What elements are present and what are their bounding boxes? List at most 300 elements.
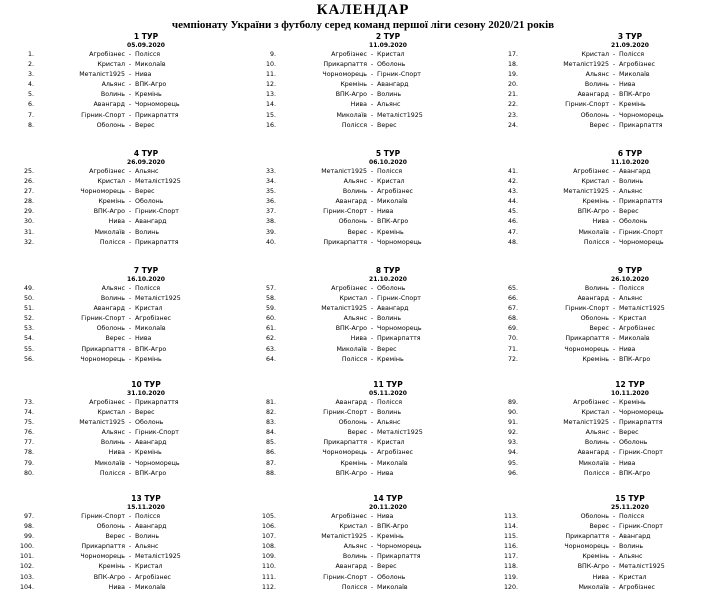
home-team: Полісся	[99, 469, 125, 477]
match-number: 70.	[507, 335, 518, 343]
match-row	[484, 50, 726, 60]
match-separator: -	[128, 111, 132, 119]
away-team: Металіст1925	[377, 429, 423, 437]
home-team: Миколаїв	[94, 228, 125, 236]
away-team: Волинь	[619, 543, 644, 551]
match-number: 39.	[265, 228, 276, 236]
home-team: Оболонь	[96, 121, 125, 129]
match-separator: -	[128, 345, 132, 353]
match-number: 105.	[261, 513, 276, 520]
away-team: Прикарпаття	[135, 111, 179, 119]
match-separator: -	[128, 563, 132, 571]
match-row	[484, 438, 726, 448]
home-team: Волинь	[584, 439, 609, 447]
home-team: Авангард	[335, 198, 367, 206]
away-team: Чорноморець	[377, 238, 422, 246]
tour-block	[242, 494, 484, 593]
match-row	[0, 197, 242, 207]
tour-block	[0, 266, 242, 365]
away-team: Гірник-Спорт	[135, 208, 179, 216]
match-row	[484, 111, 726, 121]
match-separator: -	[612, 533, 616, 541]
home-team: Верес	[105, 335, 125, 343]
match-separator: -	[612, 419, 616, 427]
away-team: Альянс	[619, 295, 643, 303]
match-separator: -	[370, 178, 374, 186]
match-separator: -	[370, 168, 374, 175]
match-row	[0, 167, 242, 177]
home-team: Кристал	[97, 178, 125, 186]
match-number: 107.	[261, 533, 276, 541]
match-row	[484, 238, 726, 248]
match-row	[484, 448, 726, 458]
home-team: Верес	[347, 228, 367, 236]
match-row	[242, 70, 484, 80]
away-team: Верес	[377, 121, 397, 129]
match-number: 41.	[507, 168, 518, 175]
home-team: Металіст1925	[563, 419, 609, 427]
match-number: 35.	[265, 188, 276, 196]
match-row	[484, 197, 726, 207]
match-separator: -	[612, 121, 616, 129]
match-separator: -	[370, 285, 374, 292]
match-row	[0, 187, 242, 197]
match-number: 25.	[23, 168, 34, 175]
match-row	[0, 355, 242, 365]
home-team: Нива	[350, 335, 367, 343]
home-team: Кремінь	[340, 459, 367, 467]
away-team: Металіст1925	[619, 563, 665, 571]
match-separator: -	[612, 583, 616, 591]
match-separator: -	[128, 91, 132, 99]
match-number: 82.	[265, 409, 276, 417]
match-number: 3.	[27, 71, 34, 79]
match-row	[242, 187, 484, 197]
home-team: Агробізнес	[89, 399, 125, 406]
match-separator: -	[370, 533, 374, 541]
match-row	[242, 177, 484, 187]
away-team: Оболонь	[377, 61, 406, 69]
match-number: 98.	[23, 523, 34, 531]
match-separator: -	[128, 208, 132, 216]
home-team: Полісся	[583, 469, 609, 477]
home-team: Миколаїв	[336, 111, 367, 119]
match-number: 56.	[23, 355, 34, 363]
home-team: ВПК-Агро	[93, 573, 125, 581]
match-row	[242, 532, 484, 542]
away-team: Металіст1925	[135, 295, 181, 303]
match-separator: -	[128, 459, 132, 467]
away-team: Полісся	[619, 51, 645, 58]
away-team: Верес	[135, 409, 155, 417]
match-number: 116.	[503, 543, 518, 551]
away-team: Верес	[135, 188, 155, 196]
match-separator: -	[612, 81, 616, 89]
tour-name: 5 ТУР	[375, 149, 401, 158]
home-team: Нива	[108, 583, 125, 591]
match-separator: -	[370, 121, 374, 129]
match-number: 12.	[265, 81, 276, 89]
match-number: 23.	[507, 111, 518, 119]
tour-date: 21.09.2020	[611, 42, 649, 49]
match-separator: -	[612, 228, 616, 236]
home-team: Кристал	[339, 295, 367, 303]
match-separator: -	[370, 111, 374, 119]
match-separator: -	[370, 325, 374, 333]
home-team: Миколаїв	[336, 345, 367, 353]
match-number: 34.	[265, 178, 276, 186]
match-separator: -	[128, 101, 132, 109]
match-row	[0, 438, 242, 448]
match-row	[242, 345, 484, 355]
tour-name: 1 ТУР	[133, 32, 159, 41]
match-separator: -	[370, 315, 374, 323]
home-team: Нива	[592, 573, 609, 581]
away-team: Чорноморець	[377, 543, 422, 551]
home-team: Верес	[105, 533, 125, 541]
match-row	[242, 583, 484, 593]
match-row	[484, 334, 726, 344]
away-team: Альянс	[377, 419, 401, 427]
match-row	[484, 562, 726, 572]
home-team: Агробізнес	[89, 168, 125, 175]
away-team: ВПК-Агро	[619, 469, 651, 477]
home-team: Агробізнес	[331, 513, 367, 520]
match-separator: -	[612, 238, 616, 246]
match-row	[0, 284, 242, 294]
home-team: Чорноморець	[80, 355, 125, 363]
match-row	[0, 121, 242, 131]
match-number: 83.	[265, 419, 276, 427]
match-number: 49.	[23, 285, 34, 292]
home-team: Прикарпаття	[565, 335, 609, 343]
away-team: Верес	[377, 345, 397, 353]
away-team: Агробізнес	[377, 449, 413, 457]
home-team: Гірник-Спорт	[323, 208, 367, 216]
tour-name: 13 ТУР	[131, 494, 161, 503]
match-separator: -	[370, 71, 374, 79]
home-team: Кремінь	[582, 553, 609, 561]
match-row	[242, 111, 484, 121]
match-row	[242, 167, 484, 177]
away-team: Волинь	[377, 91, 402, 99]
match-row	[484, 583, 726, 593]
away-team: ВПК-Агро	[619, 91, 651, 99]
match-separator: -	[370, 419, 374, 427]
match-separator: -	[612, 399, 616, 406]
match-separator: -	[612, 208, 616, 216]
home-team: Агробізнес	[89, 51, 125, 58]
match-separator: -	[128, 121, 132, 129]
match-separator: -	[128, 523, 132, 531]
home-team: Прикарпаття	[323, 61, 367, 69]
home-team: Агробізнес	[573, 399, 609, 406]
match-row	[0, 60, 242, 70]
away-team: Чорноморець	[135, 101, 180, 109]
match-separator: -	[612, 345, 616, 353]
away-team: Альянс	[377, 101, 401, 109]
match-number: 101.	[19, 553, 34, 561]
away-team: Оболонь	[135, 198, 164, 206]
match-number: 14.	[265, 101, 276, 109]
match-separator: -	[612, 315, 616, 323]
match-row	[0, 177, 242, 187]
match-row	[0, 238, 242, 248]
match-number: 9.	[269, 51, 276, 58]
match-row	[242, 197, 484, 207]
tour-date: 26.09.2020	[127, 159, 165, 166]
match-number: 62.	[265, 335, 276, 343]
away-team: Прикарпаття	[377, 335, 421, 343]
away-team: Альянс	[135, 543, 159, 551]
match-separator: -	[128, 543, 132, 551]
away-team: Верес	[377, 563, 397, 571]
match-separator: -	[612, 51, 616, 58]
match-row	[484, 100, 726, 110]
match-number: 63.	[265, 345, 276, 353]
home-team: Прикарпаття	[565, 533, 609, 541]
match-separator: -	[370, 355, 374, 363]
home-team: Авангард	[577, 295, 609, 303]
away-team: Миколаїв	[377, 198, 408, 206]
match-number: 1.	[27, 51, 34, 58]
away-team: Чорноморець	[619, 111, 664, 119]
home-team: Чорноморець	[322, 449, 367, 457]
tour-name: 6 ТУР	[617, 149, 643, 158]
away-team: ВПК-Агро	[619, 355, 651, 363]
home-team: Авангард	[577, 449, 609, 457]
match-separator: -	[612, 101, 616, 109]
home-team: Нива	[350, 101, 367, 109]
match-number: 65.	[507, 285, 518, 292]
away-team: Кристал	[619, 315, 647, 323]
away-team: Чорноморець	[619, 409, 664, 417]
match-separator: -	[128, 419, 132, 427]
match-row	[0, 314, 242, 324]
match-separator: -	[370, 409, 374, 417]
away-team: ВПК-Агро	[377, 218, 409, 226]
match-number: 86.	[265, 449, 276, 457]
home-team: Оболонь	[96, 325, 125, 333]
match-number: 73.	[23, 399, 34, 406]
match-number: 13.	[265, 91, 276, 99]
match-number: 102.	[19, 563, 34, 571]
match-separator: -	[612, 188, 616, 196]
match-number: 106.	[261, 523, 276, 531]
match-row	[242, 284, 484, 294]
match-number: 44.	[507, 198, 518, 206]
match-number: 26.	[23, 178, 34, 186]
match-number: 38.	[265, 218, 276, 226]
away-team: Миколаїв	[619, 335, 650, 343]
home-team: Металіст1925	[563, 188, 609, 196]
home-team: Авангард	[335, 563, 367, 571]
match-row	[484, 522, 726, 532]
match-row	[484, 187, 726, 197]
away-team: Прикарпаття	[619, 121, 663, 129]
match-row	[484, 167, 726, 177]
tour-name: 15 ТУР	[615, 494, 645, 503]
match-row	[242, 448, 484, 458]
match-row	[0, 573, 242, 583]
away-team: Авангард	[135, 218, 167, 226]
match-number: 37.	[265, 208, 276, 216]
match-number: 16.	[265, 121, 276, 129]
match-separator: -	[370, 429, 374, 437]
away-team: Полісся	[135, 513, 161, 520]
away-team: Полісся	[377, 168, 403, 175]
match-row	[242, 552, 484, 562]
match-row	[0, 418, 242, 428]
tour-date: 05.09.2020	[127, 42, 165, 49]
tour-block	[242, 32, 484, 131]
home-team: Полісся	[99, 238, 125, 246]
match-number: 45.	[507, 208, 518, 216]
match-row	[484, 408, 726, 418]
home-team: Полісся	[583, 238, 609, 246]
tour-name: 14 ТУР	[373, 494, 403, 503]
match-separator: -	[612, 305, 616, 313]
match-row	[242, 573, 484, 583]
away-team: Миколаїв	[377, 583, 408, 591]
home-team: Гірник-Спорт	[81, 111, 125, 119]
away-team: Полісся	[619, 513, 645, 520]
match-number: 43.	[507, 188, 518, 196]
match-row	[484, 355, 726, 365]
away-team: Агробізнес	[135, 315, 171, 323]
match-row	[242, 512, 484, 522]
match-number: 109.	[261, 553, 276, 561]
match-separator: -	[370, 399, 374, 406]
home-team: ВПК-Агро	[335, 91, 367, 99]
page-subtitle: чемпіонату України з футболу серед команд першої ліги сезону 2020/21 років	[171, 19, 555, 31]
home-team: Волинь	[100, 295, 125, 303]
away-team: Агробізнес	[619, 583, 655, 591]
home-team: Оболонь	[580, 315, 609, 323]
match-number: 54.	[23, 335, 34, 343]
away-team: Оболонь	[619, 218, 648, 226]
match-row	[0, 228, 242, 238]
match-row	[0, 469, 242, 479]
away-team: Металіст1925	[377, 111, 423, 119]
home-team: Металіст1925	[79, 71, 125, 79]
match-row	[242, 438, 484, 448]
match-row	[0, 428, 242, 438]
match-row	[242, 60, 484, 70]
match-separator: -	[370, 583, 374, 591]
match-number: 119.	[503, 573, 518, 581]
match-row	[242, 90, 484, 100]
tour-name: 3 ТУР	[617, 32, 643, 41]
match-number: 10.	[265, 61, 276, 69]
away-team: ВПК-Агро	[135, 469, 167, 477]
match-row	[242, 469, 484, 479]
match-number: 5.	[27, 91, 34, 99]
home-team: Волинь	[100, 439, 125, 447]
home-team: Верес	[589, 523, 609, 531]
match-separator: -	[370, 553, 374, 561]
match-separator: -	[370, 295, 374, 303]
match-number: 22.	[507, 101, 518, 109]
match-row	[0, 459, 242, 469]
match-row	[242, 324, 484, 334]
home-team: Оболонь	[338, 419, 367, 427]
match-number: 8.	[27, 121, 34, 129]
match-row	[0, 583, 242, 593]
match-separator: -	[612, 61, 616, 69]
match-separator: -	[612, 111, 616, 119]
home-team: Миколаїв	[578, 583, 609, 591]
match-number: 15.	[265, 111, 276, 119]
home-team: Верес	[347, 429, 367, 437]
home-team: Нива	[108, 449, 125, 457]
tour-block	[0, 494, 242, 593]
match-row	[242, 294, 484, 304]
match-number: 27.	[23, 188, 34, 196]
away-team: Нива	[377, 469, 394, 477]
match-number: 81.	[265, 399, 276, 406]
match-separator: -	[370, 449, 374, 457]
match-number: 76.	[23, 429, 34, 437]
match-number: 29.	[23, 208, 34, 216]
match-row	[484, 324, 726, 334]
tour-block	[484, 149, 726, 248]
tour-date: 10.11.2020	[611, 390, 649, 397]
away-team: Альянс	[135, 168, 159, 175]
home-team: ВПК-Агро	[335, 469, 367, 477]
match-number: 40.	[265, 238, 276, 246]
home-team: Волинь	[100, 91, 125, 99]
away-team: Полісся	[377, 399, 403, 406]
away-team: Полісся	[619, 285, 645, 292]
match-number: 93.	[507, 439, 518, 447]
match-separator: -	[370, 51, 374, 58]
home-team: Кристал	[581, 51, 609, 58]
match-separator: -	[612, 409, 616, 417]
home-team: Кремінь	[582, 355, 609, 363]
home-team: Гірник-Спорт	[81, 315, 125, 323]
away-team: Кристал	[377, 178, 405, 186]
match-number: 113.	[503, 513, 518, 520]
match-row	[0, 207, 242, 217]
away-team: Нива	[619, 459, 636, 467]
match-separator: -	[370, 228, 374, 236]
match-number: 111.	[261, 573, 276, 581]
home-team: Кристал	[581, 178, 609, 186]
match-separator: -	[128, 305, 132, 313]
match-row	[484, 418, 726, 428]
match-separator: -	[128, 429, 132, 437]
match-row	[0, 50, 242, 60]
match-number: 117.	[503, 553, 518, 561]
home-team: Гірник-Спорт	[323, 409, 367, 417]
match-separator: -	[370, 208, 374, 216]
home-team: Кристал	[97, 61, 125, 69]
match-row	[242, 100, 484, 110]
match-number: 85.	[265, 439, 276, 447]
match-separator: -	[370, 188, 374, 196]
match-number: 24.	[507, 121, 518, 129]
tour-name: 11 ТУР	[373, 380, 403, 389]
match-row	[242, 542, 484, 552]
match-number: 88.	[265, 469, 276, 477]
match-row	[0, 70, 242, 80]
match-row	[484, 398, 726, 408]
match-number: 94.	[507, 449, 518, 457]
away-team: Агробізнес	[377, 188, 413, 196]
match-separator: -	[370, 469, 374, 477]
match-number: 71.	[507, 345, 518, 353]
